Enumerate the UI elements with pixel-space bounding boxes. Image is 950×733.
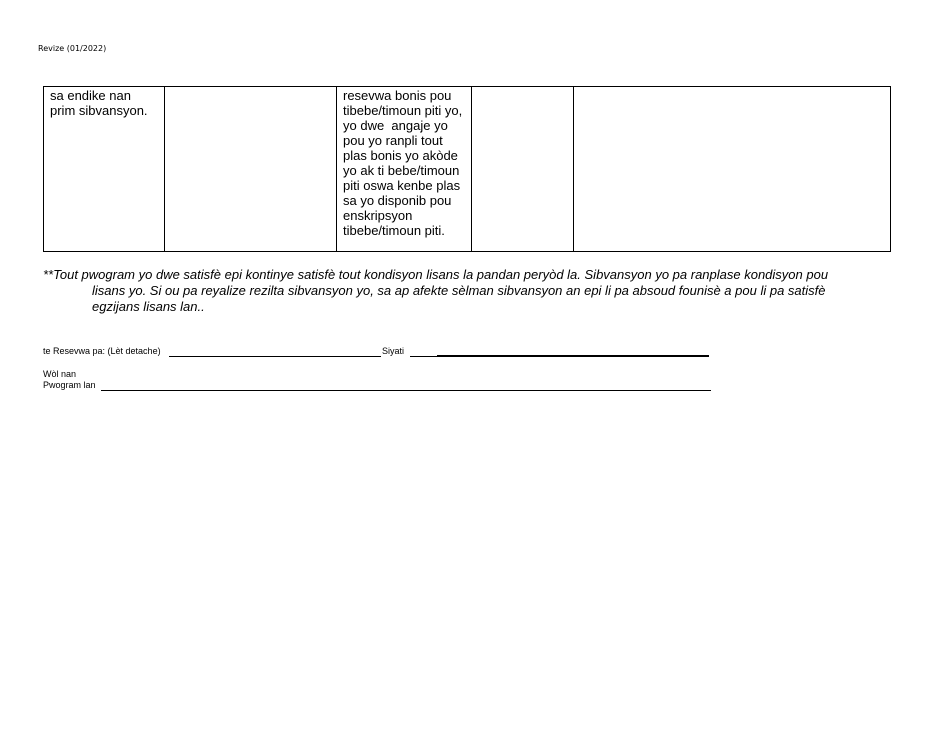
note-line: egzijans lisans lan.. <box>92 299 205 314</box>
table-cell-empty <box>574 87 891 252</box>
received-by-line[interactable] <box>169 356 200 357</box>
cell-line: yo ak ti bebe/timoun <box>343 163 460 178</box>
form-table-wrapper <box>43 86 891 252</box>
cell-line: pou yo ranpli tout <box>343 133 443 148</box>
table-row <box>44 87 891 252</box>
signature-label: Siyati <box>382 346 405 356</box>
cell-line: tibebe/timoun piti yo, <box>343 103 463 118</box>
cell-line: piti oswa kenbe plas <box>343 178 461 193</box>
cell-line: enskripsyon <box>343 208 413 223</box>
table-cell-description <box>337 87 472 252</box>
signature-line[interactable] <box>410 356 437 357</box>
table-cell-indicator <box>44 87 165 252</box>
cell-line: tibebe/timoun piti. <box>343 223 445 238</box>
cell-line: resevwa bonis pou <box>343 88 452 103</box>
cell-line: sa endike nan <box>50 88 131 103</box>
received-by-label: te Resevwa pa: (Lèt detache) <box>43 346 161 356</box>
form-table <box>43 86 891 252</box>
signature-line[interactable] <box>437 355 709 357</box>
received-by-line[interactable] <box>200 356 381 357</box>
role-label: Wòl nan <box>43 369 77 379</box>
note-line: lisans yo. Si ou pa reyalize rezilta sibvansyon yo, sa ap afekte sèlman sibvansyon an epi li pa absoud founisè a pou li pa satisfè <box>92 283 826 298</box>
received-signature-row <box>43 346 711 358</box>
program-role-line[interactable] <box>101 390 711 391</box>
revision-date: Revize (01/2022) <box>38 44 107 53</box>
program-label: Pwogram lan <box>43 380 96 390</box>
licensing-note <box>43 267 873 315</box>
cell-line: prim sibvansyon. <box>50 103 148 118</box>
note-line: **Tout pwogram yo dwe satisfè epi kontinye satisfè tout kondisyon lisans la pandan peryòd la. Sibvansyon yo pa ranplase kondisyon pou <box>43 267 829 282</box>
program-role-row <box>43 369 711 393</box>
table-cell-empty <box>472 87 574 252</box>
cell-line: sa yo disponib pou <box>343 193 452 208</box>
cell-line: yo dwe angaje yo <box>343 118 448 133</box>
cell-line: plas bonis yo akòde <box>343 148 458 163</box>
table-cell-empty <box>165 87 337 252</box>
